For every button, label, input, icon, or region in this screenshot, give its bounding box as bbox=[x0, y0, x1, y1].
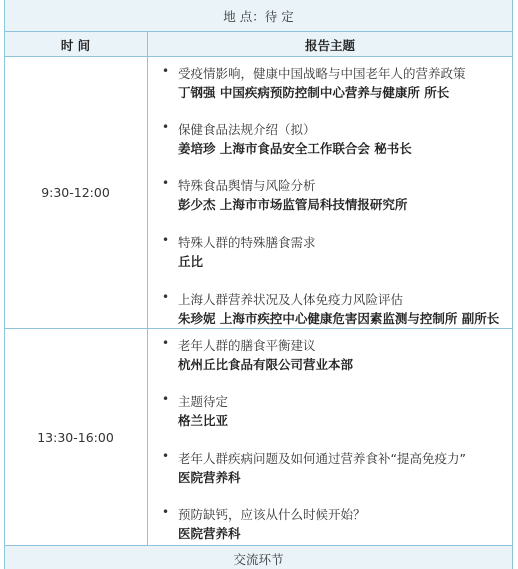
agenda-item-title: 老年人群的膳食平衡建议 bbox=[178, 338, 316, 353]
agenda-item-speaker: 格兰比亚 bbox=[178, 413, 229, 428]
header-row bbox=[4, 31, 513, 56]
agenda-item-speaker: 姜培珍 上海市食品安全工作联合会 秘书长 bbox=[178, 141, 412, 156]
agenda-item-title: 主题待定 bbox=[178, 394, 229, 409]
footer-row bbox=[4, 545, 513, 569]
grid-line bbox=[4, 0, 5, 569]
bullet-icon: • bbox=[162, 64, 170, 78]
bullet-icon: • bbox=[162, 233, 170, 247]
agenda-item-title: 保健食品法规介绍（拟） bbox=[178, 122, 316, 137]
bullet-icon: • bbox=[162, 336, 170, 350]
agenda-item-speaker: 彭少杰 上海市市场监管局科技情报研究所 bbox=[178, 197, 408, 212]
session-time-morning: 9:30-12:00 bbox=[41, 185, 110, 200]
agenda-item-speaker: 丁钢强 中国疾病预防控制中心营养与健康所 所长 bbox=[178, 85, 450, 100]
agenda-item-title: 老年人群疾病问题及如何通过营养食补“提高免疫力” bbox=[178, 451, 466, 466]
location-row bbox=[4, 0, 513, 31]
bullet-icon: • bbox=[162, 290, 170, 304]
agenda-item-title: 受疫情影响，健康中国战略与中国老年人的营养政策 bbox=[178, 66, 466, 81]
topic-column-header: 报告主题 bbox=[304, 38, 355, 53]
agenda-item-speaker: 丘比 bbox=[178, 254, 204, 269]
time-column-header: 时 间 bbox=[60, 38, 91, 53]
bullet-icon: • bbox=[162, 449, 170, 463]
grid-line bbox=[4, 328, 513, 329]
agenda-item-title: 预防缺钙，应该从什么时候开始？ bbox=[178, 507, 366, 522]
footer-text: 交流环节 bbox=[233, 552, 284, 567]
agenda-item-speaker: 杭州丘比食品有限公司营业本部 bbox=[178, 357, 354, 372]
agenda-item-speaker: 医院营养科 bbox=[178, 470, 241, 485]
agenda-item-speaker: 朱珍妮 上海市疾控中心健康危害因素监测与控制所 副所长 bbox=[178, 311, 500, 326]
session-time-afternoon: 13:30-16:00 bbox=[37, 430, 114, 445]
bullet-icon: • bbox=[162, 120, 170, 134]
grid-line bbox=[4, 31, 513, 32]
agenda-item-speaker: 医院营养科 bbox=[178, 526, 241, 541]
bullet-icon: • bbox=[162, 505, 170, 519]
location-text: 地 点：待 定 bbox=[223, 9, 294, 24]
bullet-icon: • bbox=[162, 176, 170, 190]
grid-line bbox=[4, 56, 513, 57]
bullet-icon: • bbox=[162, 392, 170, 406]
agenda-item-title: 特殊食品舆情与风险分析 bbox=[178, 178, 316, 193]
grid-line bbox=[512, 0, 513, 569]
agenda-item-title: 上海人群营养状况及人体免疫力风险评估 bbox=[178, 292, 404, 307]
agenda-item-title: 特殊人群的特殊膳食需求 bbox=[178, 235, 316, 250]
grid-line bbox=[4, 545, 513, 546]
grid-line bbox=[147, 31, 148, 545]
